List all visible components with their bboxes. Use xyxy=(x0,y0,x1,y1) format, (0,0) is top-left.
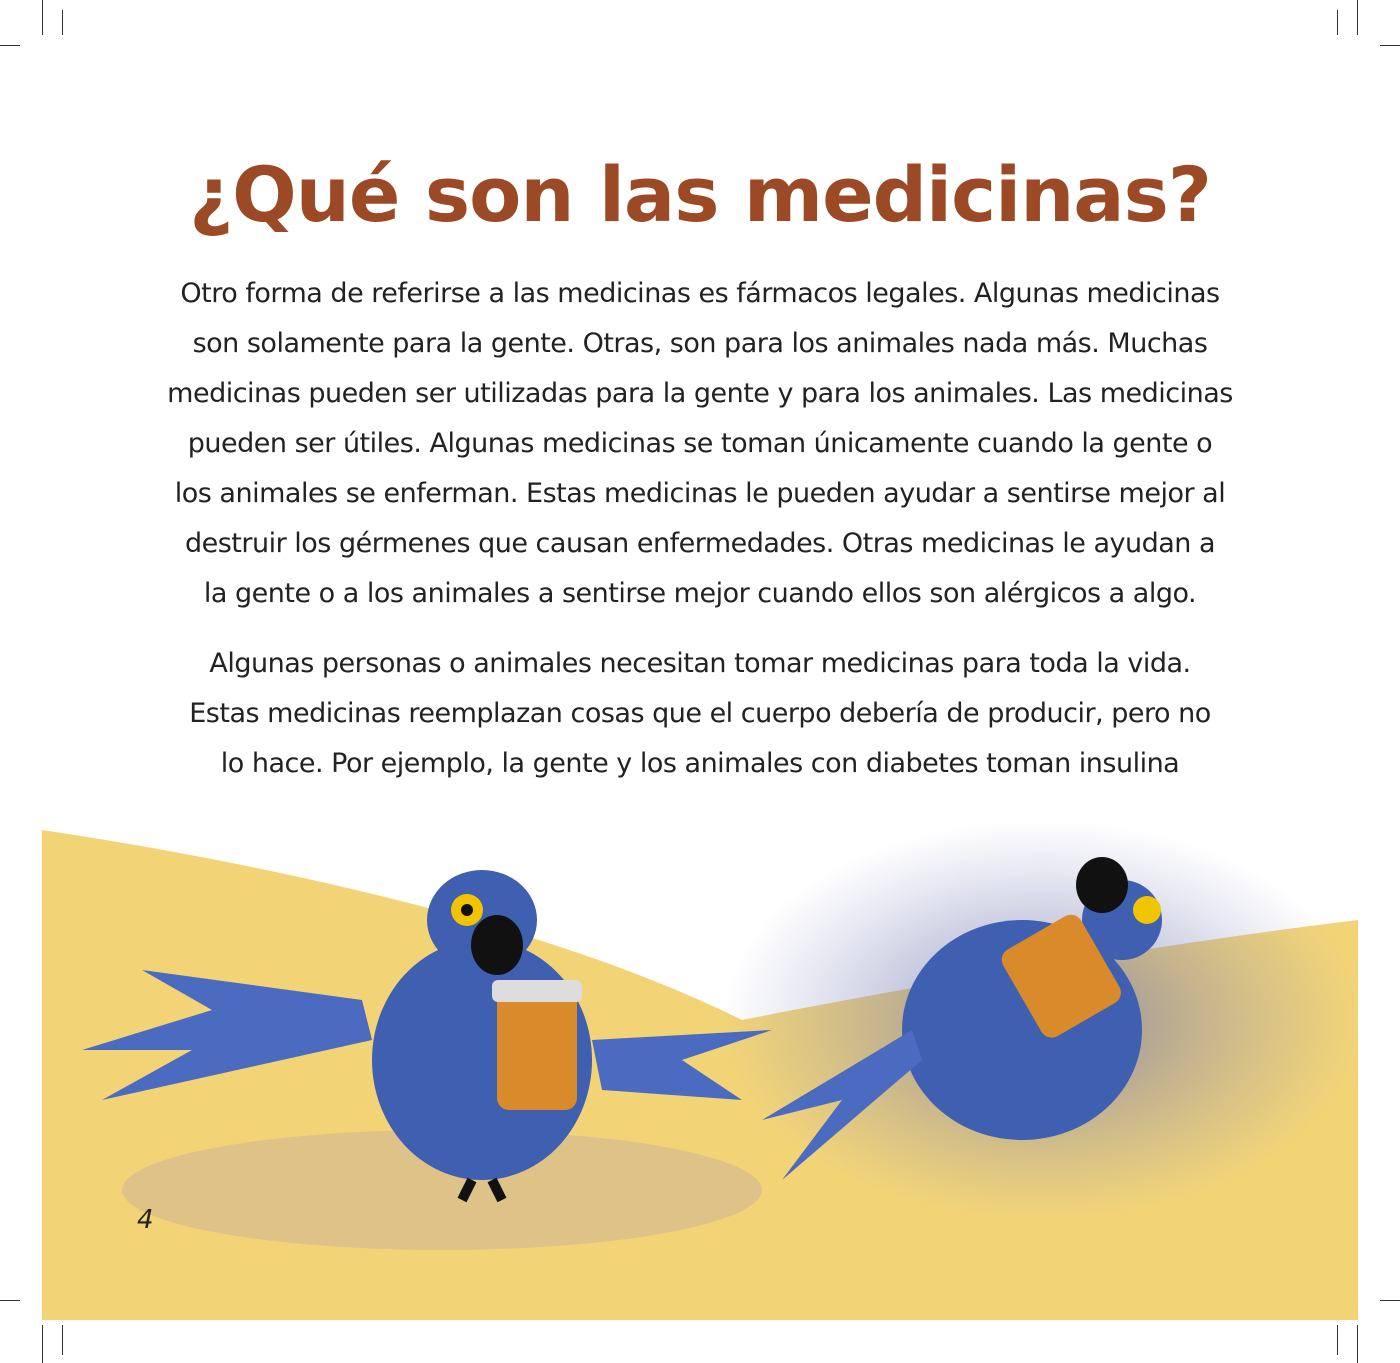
text-line: la gente o a los animales a sentirse mejor cuando ellos son alérgicos a algo. xyxy=(203,578,1197,609)
crop-mark xyxy=(0,1300,20,1301)
parrots-illustration xyxy=(42,800,1358,1320)
crop-mark xyxy=(0,45,20,46)
text-line: Estas medicinas reemplazan cosas que el cuerpo debería de producir, pero no xyxy=(189,698,1211,729)
text-line: Algunas personas o animales necesitan tomar medicinas para toda la vida. xyxy=(209,648,1191,679)
pill-bottle xyxy=(497,990,577,1110)
crop-mark xyxy=(62,1325,63,1355)
text-line: pueden ser útiles. Algunas medicinas se toman únicamente cuando la gente o xyxy=(187,428,1213,459)
crop-mark xyxy=(42,0,43,35)
text-line: medicinas pueden ser utilizadas para la gente y para los animales. Las medicinas xyxy=(167,378,1233,409)
page-title: ¿Qué son las medicinas? xyxy=(189,150,1211,239)
crop-mark xyxy=(1337,1325,1338,1355)
crop-mark xyxy=(1357,0,1358,35)
crop-mark xyxy=(42,1325,43,1363)
crop-mark xyxy=(1380,1300,1400,1301)
crop-mark xyxy=(62,10,63,35)
page-number: 4 xyxy=(137,1205,154,1235)
text-line: destruir los gérmenes que causan enfermedades. Otras medicinas le ayudan a xyxy=(184,528,1216,559)
crop-mark xyxy=(1337,10,1338,35)
text-line: son solamente para la gente. Otras, son para los animales nada más. Muchas xyxy=(192,328,1208,359)
crop-mark xyxy=(1357,1325,1358,1363)
text-line: los animales se enferman. Estas medicinas le pueden ayudar a sentirse mejor al xyxy=(174,478,1226,509)
crop-mark xyxy=(1380,45,1400,46)
text-line: lo hace. Por ejemplo, la gente y los animales con diabetes toman insulina xyxy=(220,748,1180,779)
text-line: Otro forma de referirse a las medicinas es fármacos legales. Algunas medicinas xyxy=(180,278,1220,309)
